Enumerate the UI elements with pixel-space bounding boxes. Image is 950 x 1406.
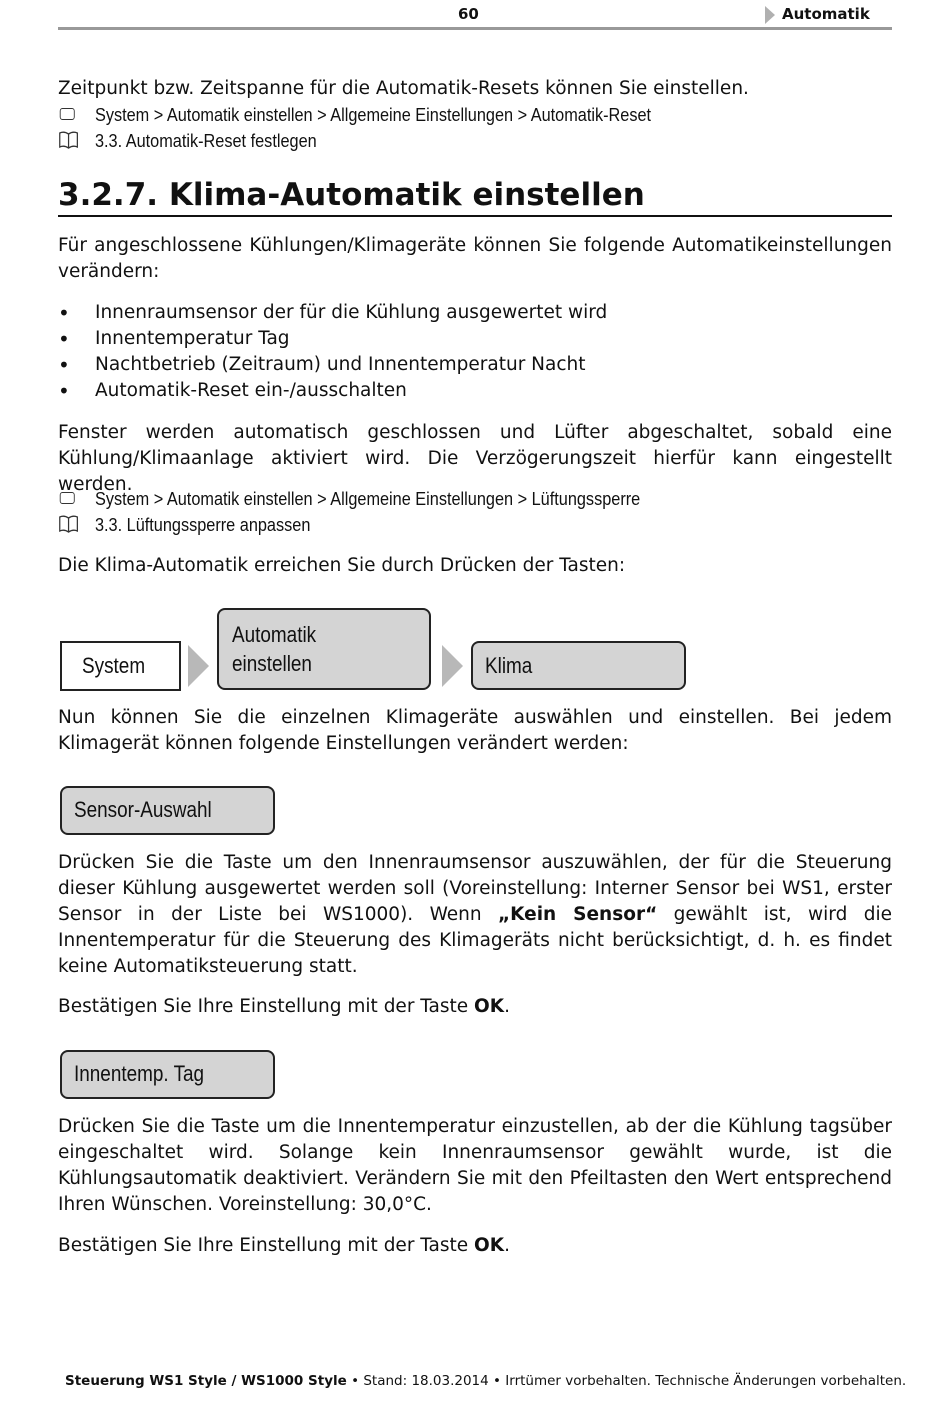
page-footer [65,1373,906,1389]
intro-text: Zeitpunkt bzw. Zeitspanne für die Automatik-Resets können Sie einstellen. [58,78,749,99]
sensor-text: Drücken Sie die Taste um den Innenraumsensor auszuwählen, der für die Steuerung dieser Kühlung ausgewertet werden soll (Voreinstellung: Interner Sensor bei WS1, erster Sensor in der Liste bei WS1000). Wenn „Kein Sensor“ gewählt ist, wird die Innentemperatur für die Steuerung des Klimageräts nicht berücksichtigt, d. h. es findet keine Automatiksteuerung statt. [58,852,892,977]
list-item: • Automatik-Reset ein-/ausschalten [58,378,607,404]
settings-list [58,300,607,404]
sensor-key-label: Sensor-Auswahl [74,797,212,822]
section-heading: 3.2.7. Klima-Automatik einstellen [58,177,645,213]
chapter-reference-text: 3.3. Lüftungssperre anpassen [94,514,311,535]
klima-key [471,641,686,690]
innentemp-text: Drücken Sie die Taste um die Innentemperatur einzustellen, ab der die Kühlung tagsüber eingeschaltet wird. Solange kein Innenraumsensor gewählt wurde, ist die Kühlungsautomatik deaktiviert. Verändern Sie mit den Pfeiltasten den Wert entsprechend Ihren Wünschen. Voreinstellung: 30,0°C. [58,1116,892,1215]
klima-key-label: Klima [485,653,533,678]
sensor-confirm: Bestätigen Sie Ihre Einstellung mit der Taste OK. [58,996,510,1017]
innentemp-confirm: Bestätigen Sie Ihre Einstellung mit der Taste OK. [58,1235,510,1256]
button-icon [60,108,75,120]
list-item: • Nachtbetrieb (Zeitraum) und Innentemperatur Nacht [58,352,607,378]
keys-intro: Die Klima-Automatik erreichen Sie durch Drücken der Tasten: [58,555,626,576]
chapter-reference-text: 3.3. Automatik-Reset festlegen [94,130,317,151]
system-key [60,641,181,691]
automatik-key-line1: Automatik [232,622,317,647]
header-arrow-icon [765,6,775,24]
select-text: Nun können Sie die einzelnen Klimageräte auswählen und einstellen. Bei jedem Klimagerät können folgende Einstellungen verändert werden: [58,707,892,754]
system-key-label: System [82,653,146,678]
header-divider [58,27,892,30]
chevron-right-icon [442,645,463,687]
ok-key-reference: OK [474,996,505,1017]
sensor-auswahl-key [60,786,275,835]
automatik-key-line2: einstellen [232,651,312,676]
menu-path-text: System > Automatik einstellen > Allgemeine Einstellungen > Lüftungssperre [94,488,641,509]
list-item: • Innentemperatur Tag [58,326,607,352]
page-number: 60 [458,5,479,23]
footer-info: • Stand: 18.03.2014 • Irrtümer vorbehalten. Technische Änderungen vorbehalten. [346,1373,907,1389]
header-section-title: Automatik [782,5,870,23]
heading-divider [58,215,892,217]
section-lead: Für angeschlossene Kühlungen/Klimageräte können Sie folgende Automatikeinstellungen verändern: [58,235,892,282]
innentemp-key-label: Innentemp. Tag [74,1061,205,1086]
innentemp-tag-key [60,1050,275,1099]
automatik-einstellen-key [217,608,431,690]
book-icon [58,514,79,534]
footer-product: Steuerung WS1 Style / WS1000 Style [65,1373,347,1389]
menu-path-text: System > Automatik einstellen > Allgemeine Einstellungen > Automatik-Reset [94,104,652,125]
window-text: Fenster werden automatisch geschlossen und Lüfter abgeschaltet, sobald eine Kühlung/Klimaanlage aktiviert wird. Die Verzögerungszeit hierfür kann eingestellt werden. [58,422,892,495]
chevron-right-icon [188,645,209,687]
ok-key-reference: OK [474,1235,505,1256]
list-item: • Innenraumsensor der für die Kühlung ausgewertet wird [58,300,607,326]
button-icon [60,492,75,504]
book-icon [58,130,79,150]
